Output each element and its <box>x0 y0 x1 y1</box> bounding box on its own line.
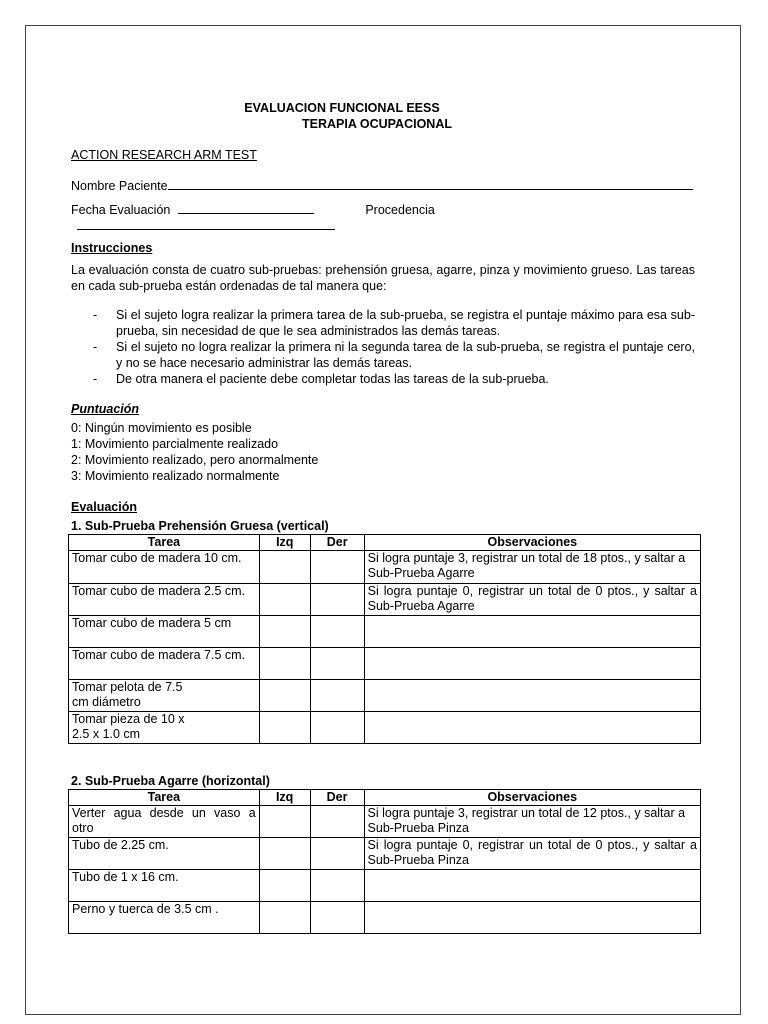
observation-cell: Si logra puntaje 3, registrar un total de 18 ptos., y saltar a Sub-Prueba Agarre <box>364 551 700 584</box>
title-line-2: TERAPIA OCUPACIONAL <box>302 117 452 131</box>
patient-name-field[interactable] <box>168 178 693 190</box>
section1-table <box>68 534 701 744</box>
task-cell: Tubo de 2.25 cm. <box>69 838 260 870</box>
test-name: ACTION RESEARCH ARM TEST <box>71 148 257 162</box>
score-right-cell[interactable] <box>310 902 364 934</box>
task-cell: Tomar pieza de 10 x 2.5 x 1.0 cm <box>69 712 260 744</box>
task-cell: Tubo de 1 x 16 cm. <box>69 870 260 902</box>
observation-cell <box>364 712 700 744</box>
score-left-cell[interactable] <box>259 838 310 870</box>
score-left-cell[interactable] <box>259 584 310 616</box>
patient-name-label: Nombre Paciente <box>71 179 168 193</box>
score-left-cell[interactable] <box>259 712 310 744</box>
date-origin-row <box>71 202 696 234</box>
list-item: - De otra manera el paciente debe completar todas las tareas de la sub-prueba. <box>71 371 695 387</box>
list-item: 3: Movimiento realizado normalmente <box>71 469 280 483</box>
scoring-heading: Puntuación <box>71 402 140 416</box>
origin-field[interactable] <box>77 218 335 230</box>
table-row <box>69 551 701 584</box>
col-header-right: Der <box>310 790 364 806</box>
title-line-1: EVALUACION FUNCIONAL EESS <box>244 101 440 115</box>
score-right-cell[interactable] <box>310 870 364 902</box>
score-right-cell[interactable] <box>310 680 364 712</box>
task-cell: Perno y tuerca de 3.5 cm . <box>69 902 260 934</box>
document-title <box>71 100 703 132</box>
list-item: - Si el sujeto no logra realizar la primera ni la segunda tarea de la sub-prueba, se registra el puntaje cero, y no se hace necesario administrar las demás tareas. <box>71 339 695 371</box>
origin-label: Procedencia <box>365 203 435 217</box>
task-cell: Tomar cubo de madera 10 cm. <box>69 551 260 584</box>
table-row <box>69 902 701 934</box>
score-left-cell[interactable] <box>259 648 310 680</box>
col-header-task: Tarea <box>69 790 260 806</box>
table-row <box>69 838 701 870</box>
score-right-cell[interactable] <box>310 551 364 584</box>
col-header-observations: Observaciones <box>364 790 700 806</box>
score-right-cell[interactable] <box>310 712 364 744</box>
score-right-cell[interactable] <box>310 616 364 648</box>
task-cell: Tomar cubo de madera 2.5 cm. <box>69 584 260 616</box>
score-left-cell[interactable] <box>259 680 310 712</box>
score-left-cell[interactable] <box>259 551 310 584</box>
observation-cell: Si logra puntaje 0, registrar un total de 0 ptos., y saltar a Sub-Prueba Pinza <box>364 838 700 870</box>
score-right-cell[interactable] <box>310 838 364 870</box>
table-header-row <box>69 790 701 806</box>
section2-title: 2. Sub-Prueba Agarre (horizontal) <box>71 774 270 788</box>
date-label: Fecha Evaluación <box>71 203 171 217</box>
table-row <box>69 616 701 648</box>
table-row <box>69 584 701 616</box>
table-header-row <box>69 535 701 551</box>
table-row <box>69 648 701 680</box>
observation-cell: Si logra puntaje 0, registrar un total de 0 ptos., y saltar a Sub-Prueba Agarre <box>364 584 700 616</box>
evaluation-heading: Evaluación <box>71 500 137 514</box>
task-cell: Tomar pelota de 7.5 cm diámetro <box>69 680 260 712</box>
score-left-cell[interactable] <box>259 806 310 838</box>
score-left-cell[interactable] <box>259 870 310 902</box>
table-row <box>69 712 701 744</box>
list-item: - Si el sujeto logra realizar la primera tarea de la sub-prueba, se registra el puntaje máximo para esa sub-prueba, sin necesidad de que le sea administrados las demás tareas. <box>71 307 695 339</box>
observation-cell: Si logra puntaje 3, registrar un total de 12 ptos., y saltar a Sub-Prueba Pinza <box>364 806 700 838</box>
table-row <box>69 806 701 838</box>
observation-cell <box>364 616 700 648</box>
list-item: 0: Ningún movimiento es posible <box>71 421 252 435</box>
col-header-right: Der <box>310 535 364 551</box>
date-field[interactable] <box>178 202 314 214</box>
task-cell: Tomar cubo de madera 5 cm <box>69 616 260 648</box>
observation-cell <box>364 870 700 902</box>
col-header-left: Izq <box>259 790 310 806</box>
instructions-heading: Instrucciones <box>71 241 153 255</box>
observation-cell <box>364 680 700 712</box>
list-item: 1: Movimiento parcialmente realizado <box>71 437 279 451</box>
observation-cell <box>364 902 700 934</box>
task-cell: Tomar cubo de madera 7.5 cm. <box>69 648 260 680</box>
score-right-cell[interactable] <box>310 648 364 680</box>
col-header-observations: Observaciones <box>364 535 700 551</box>
score-right-cell[interactable] <box>310 806 364 838</box>
table-row <box>69 680 701 712</box>
scoring-list <box>71 420 318 484</box>
section1-title: 1. Sub-Prueba Prehensión Gruesa (vertical) <box>71 519 329 533</box>
section2-table <box>68 789 701 934</box>
score-left-cell[interactable] <box>259 616 310 648</box>
list-item: 2: Movimiento realizado, pero anormalmente <box>71 453 319 467</box>
instructions-intro: La evaluación consta de cuatro sub-pruebas: prehensión gruesa, agarre, pinza y movimiento grueso. Las tareas en cada sub-prueba están ordenadas de tal manera que: <box>71 263 695 293</box>
score-left-cell[interactable] <box>259 902 310 934</box>
col-header-left: Izq <box>259 535 310 551</box>
col-header-task: Tarea <box>69 535 260 551</box>
patient-name-row <box>71 178 696 194</box>
instructions-list <box>71 307 695 387</box>
task-cell: Verter agua desde un vaso a otro <box>69 806 260 838</box>
score-right-cell[interactable] <box>310 584 364 616</box>
observation-cell <box>364 648 700 680</box>
table-row <box>69 870 701 902</box>
